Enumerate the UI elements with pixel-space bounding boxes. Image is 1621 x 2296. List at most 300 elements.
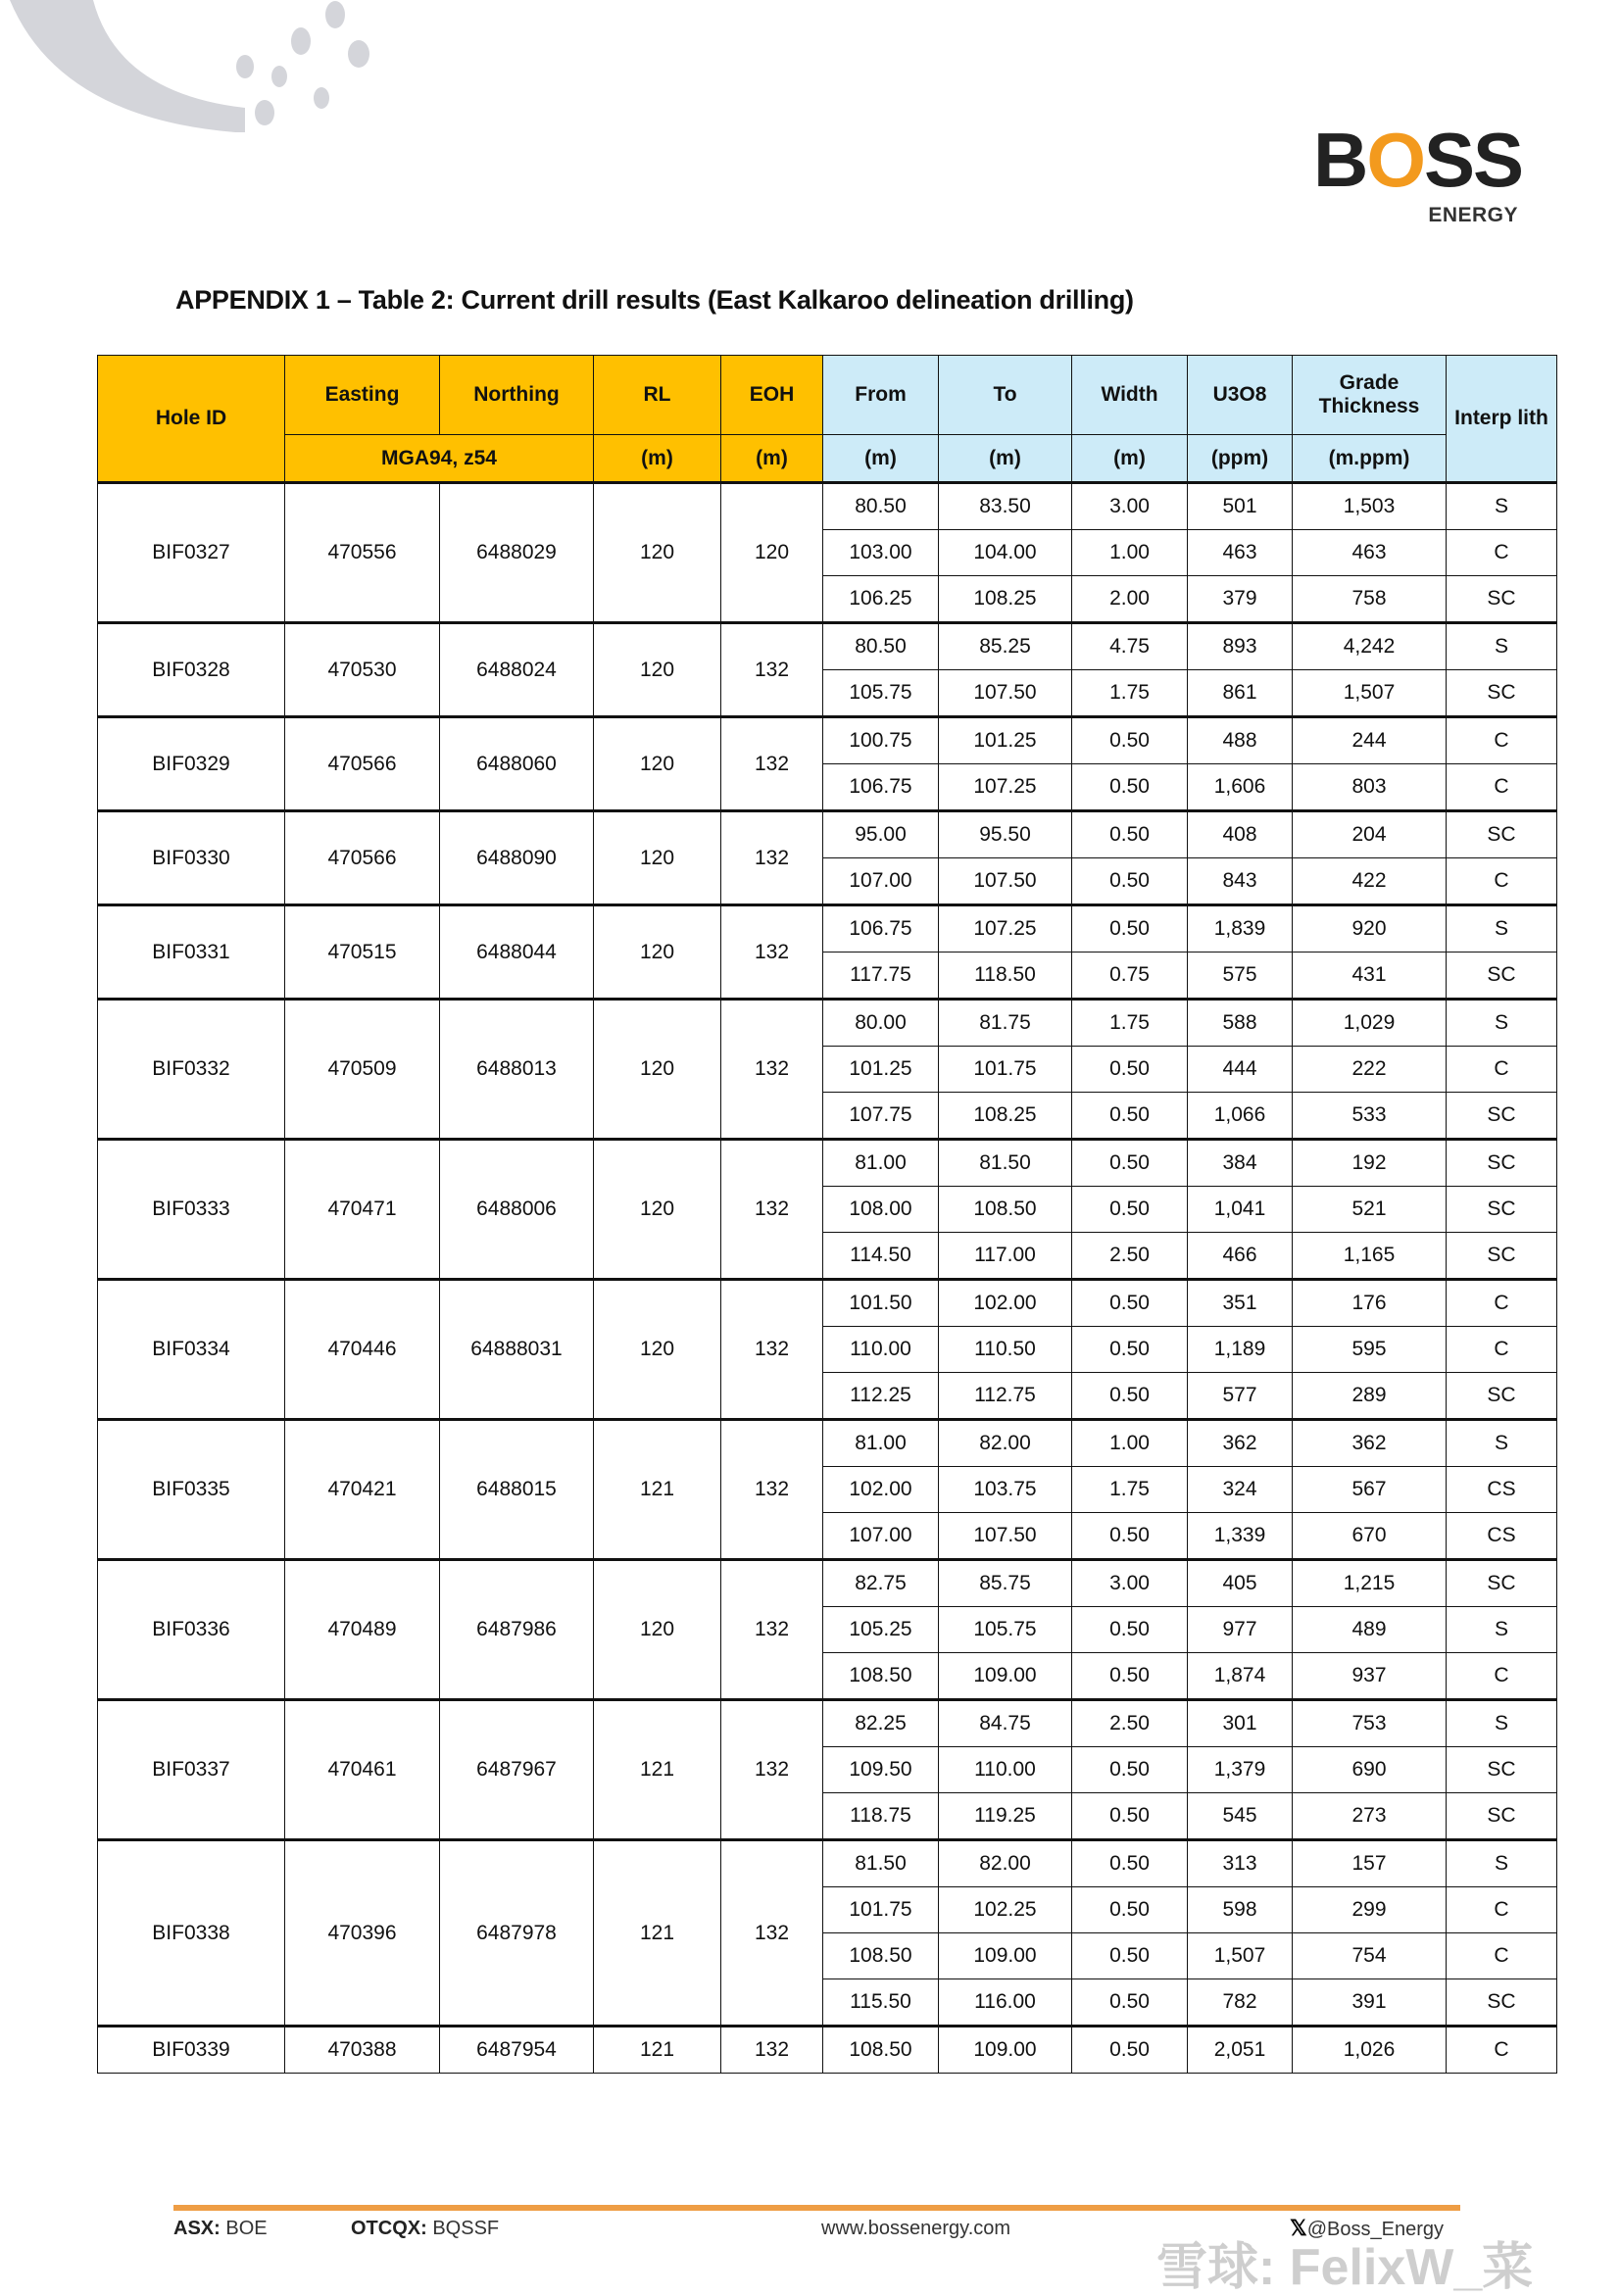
- cell-to: 102.00: [939, 1280, 1072, 1327]
- cell-to: 102.25: [939, 1887, 1072, 1933]
- cell-eoh: 132: [721, 811, 823, 905]
- cell-eoh: 132: [721, 2027, 823, 2074]
- cell-interp-lith: S: [1447, 1607, 1557, 1653]
- footer-website-link[interactable]: www.bossenergy.com: [821, 2218, 1011, 2239]
- cell-from: 101.50: [823, 1280, 939, 1327]
- cell-grade-thickness: 1,503: [1293, 483, 1447, 530]
- cell-easting: 470566: [285, 717, 440, 811]
- cell-from: 108.50: [823, 1933, 939, 1979]
- cell-interp-lith: SC: [1447, 1187, 1557, 1233]
- cell-rl: 120: [594, 1140, 721, 1280]
- cell-from: 81.50: [823, 1840, 939, 1887]
- cell-easting: 470556: [285, 483, 440, 623]
- table-row: [98, 811, 1557, 858]
- cell-interp-lith: SC: [1447, 1373, 1557, 1420]
- cell-grade-thickness: 754: [1293, 1933, 1447, 1979]
- cell-width: 0.50: [1072, 1887, 1188, 1933]
- x-handle: @Boss_Energy: [1306, 2219, 1444, 2240]
- cell-grade-thickness: 362: [1293, 1420, 1447, 1467]
- cell-grade-thickness: 463: [1293, 530, 1447, 576]
- cell-u3o8: 977: [1188, 1607, 1293, 1653]
- cell-northing: 6488060: [440, 717, 594, 811]
- cell-grade-thickness: 753: [1293, 1700, 1447, 1747]
- cell-from: 107.00: [823, 1513, 939, 1560]
- cell-u3o8: 861: [1188, 670, 1293, 717]
- boss-energy-logo: [1313, 117, 1524, 229]
- cell-interp-lith: C: [1447, 2027, 1557, 2074]
- header-width-unit: (m): [1072, 435, 1188, 483]
- header-from-unit: (m): [823, 435, 939, 483]
- cell-u3o8: 1,839: [1188, 905, 1293, 953]
- cell-interp-lith: SC: [1447, 1560, 1557, 1607]
- cell-interp-lith: C: [1447, 1887, 1557, 1933]
- cell-from: 101.75: [823, 1887, 939, 1933]
- cell-grade-thickness: 937: [1293, 1653, 1447, 1700]
- cell-from: 108.00: [823, 1187, 939, 1233]
- header-coord-unit: MGA94, z54: [285, 435, 594, 483]
- cell-eoh: 132: [721, 1840, 823, 2027]
- cell-northing: 64888031: [440, 1280, 594, 1420]
- cell-interp-lith: CS: [1447, 1467, 1557, 1513]
- cell-to: 101.75: [939, 1047, 1072, 1093]
- cell-northing: 6487986: [440, 1560, 594, 1700]
- cell-width: 0.50: [1072, 1653, 1188, 1700]
- cell-id: BIF0332: [98, 1000, 285, 1140]
- cell-rl: 120: [594, 905, 721, 1000]
- cell-rl: 120: [594, 1560, 721, 1700]
- cell-interp-lith: SC: [1447, 1979, 1557, 2027]
- cell-u3o8: 588: [1188, 1000, 1293, 1047]
- cell-width: 0.50: [1072, 2027, 1188, 2074]
- cell-interp-lith: SC: [1447, 1140, 1557, 1187]
- cell-to: 109.00: [939, 1933, 1072, 1979]
- cell-u3o8: 379: [1188, 576, 1293, 623]
- cell-from: 101.25: [823, 1047, 939, 1093]
- cell-to: 103.75: [939, 1467, 1072, 1513]
- cell-width: 0.50: [1072, 1280, 1188, 1327]
- header-to-unit: (m): [939, 435, 1072, 483]
- cell-u3o8: 351: [1188, 1280, 1293, 1327]
- cell-width: 0.50: [1072, 1373, 1188, 1420]
- cell-u3o8: 1,874: [1188, 1653, 1293, 1700]
- cell-to: 108.25: [939, 1093, 1072, 1140]
- cell-grade-thickness: 670: [1293, 1513, 1447, 1560]
- cell-easting: 470396: [285, 1840, 440, 2027]
- cell-u3o8: 405: [1188, 1560, 1293, 1607]
- asx-value: BOE: [225, 2218, 268, 2239]
- cell-u3o8: 463: [1188, 530, 1293, 576]
- cell-rl: 121: [594, 1700, 721, 1840]
- cell-u3o8: 1,507: [1188, 1933, 1293, 1979]
- cell-grade-thickness: 1,507: [1293, 670, 1447, 717]
- cell-width: 0.50: [1072, 905, 1188, 953]
- cell-to: 110.50: [939, 1327, 1072, 1373]
- cell-width: 0.50: [1072, 1979, 1188, 2027]
- cell-from: 115.50: [823, 1979, 939, 2027]
- cell-interp-lith: SC: [1447, 576, 1557, 623]
- cell-from: 80.50: [823, 483, 939, 530]
- cell-interp-lith: C: [1447, 530, 1557, 576]
- cell-northing: 6487954: [440, 2027, 594, 2074]
- cell-grade-thickness: 157: [1293, 1840, 1447, 1887]
- cell-to: 85.25: [939, 623, 1072, 670]
- header-interp-lith: Interp lith: [1447, 356, 1557, 483]
- cell-from: 108.50: [823, 2027, 939, 2074]
- cell-northing: 6488015: [440, 1420, 594, 1560]
- cell-interp-lith: S: [1447, 1700, 1557, 1747]
- cell-width: 0.50: [1072, 811, 1188, 858]
- table-row: [98, 483, 1557, 530]
- table-row: [98, 717, 1557, 764]
- cell-grade-thickness: 567: [1293, 1467, 1447, 1513]
- cell-width: 2.50: [1072, 1233, 1188, 1280]
- cell-eoh: 132: [721, 623, 823, 717]
- watermark: 雪球: FelixW_菜: [1156, 2239, 1534, 2296]
- cell-from: 106.75: [823, 905, 939, 953]
- footer-divider: [173, 2205, 1460, 2211]
- cell-grade-thickness: 521: [1293, 1187, 1447, 1233]
- cell-interp-lith: SC: [1447, 1233, 1557, 1280]
- drill-results-table: [97, 355, 1557, 2074]
- cell-from: 112.25: [823, 1373, 939, 1420]
- cell-width: 0.50: [1072, 858, 1188, 905]
- cell-id: BIF0328: [98, 623, 285, 717]
- cell-width: 1.00: [1072, 530, 1188, 576]
- cell-grade-thickness: 690: [1293, 1747, 1447, 1793]
- cell-grade-thickness: 1,026: [1293, 2027, 1447, 2074]
- cell-northing: 6488013: [440, 1000, 594, 1140]
- cell-width: 0.50: [1072, 1140, 1188, 1187]
- cell-rl: 120: [594, 717, 721, 811]
- cell-from: 100.75: [823, 717, 939, 764]
- cell-width: 0.50: [1072, 1840, 1188, 1887]
- cell-id: BIF0334: [98, 1280, 285, 1420]
- cell-from: 106.75: [823, 764, 939, 811]
- cell-easting: 470461: [285, 1700, 440, 1840]
- cell-from: 95.00: [823, 811, 939, 858]
- cell-grade-thickness: 595: [1293, 1327, 1447, 1373]
- header-eoh-unit: (m): [721, 435, 823, 483]
- table-row: [98, 1280, 1557, 1327]
- cell-id: BIF0336: [98, 1560, 285, 1700]
- cell-from: 105.75: [823, 670, 939, 717]
- cell-grade-thickness: 422: [1293, 858, 1447, 905]
- cell-from: 80.00: [823, 1000, 939, 1047]
- cell-width: 1.75: [1072, 670, 1188, 717]
- header-to: To: [939, 356, 1072, 435]
- cell-to: 105.75: [939, 1607, 1072, 1653]
- cell-from: 105.25: [823, 1607, 939, 1653]
- header-gt-unit: (m.ppm): [1293, 435, 1447, 483]
- cell-eoh: 132: [721, 905, 823, 1000]
- cell-northing: 6488044: [440, 905, 594, 1000]
- cell-rl: 120: [594, 623, 721, 717]
- cell-id: BIF0335: [98, 1420, 285, 1560]
- cell-u3o8: 782: [1188, 1979, 1293, 2027]
- cell-eoh: 132: [721, 717, 823, 811]
- cell-from: 109.50: [823, 1747, 939, 1793]
- cell-to: 84.75: [939, 1700, 1072, 1747]
- cell-width: 1.00: [1072, 1420, 1188, 1467]
- cell-rl: 121: [594, 2027, 721, 2074]
- cell-from: 108.50: [823, 1653, 939, 1700]
- cell-interp-lith: S: [1447, 1000, 1557, 1047]
- cell-to: 104.00: [939, 530, 1072, 576]
- header-northing: Northing: [440, 356, 594, 435]
- cell-width: 1.75: [1072, 1467, 1188, 1513]
- cell-width: 2.00: [1072, 576, 1188, 623]
- logo-wordmark: BOSS: [1313, 117, 1523, 203]
- table-row: [98, 1000, 1557, 1047]
- cell-interp-lith: S: [1447, 483, 1557, 530]
- cell-id: BIF0330: [98, 811, 285, 905]
- cell-u3o8: 313: [1188, 1840, 1293, 1887]
- cell-interp-lith: C: [1447, 1327, 1557, 1373]
- cell-eoh: 132: [721, 1000, 823, 1140]
- header-easting: Easting: [285, 356, 440, 435]
- cell-grade-thickness: 758: [1293, 576, 1447, 623]
- cell-to: 83.50: [939, 483, 1072, 530]
- footer-asx: [173, 2217, 268, 2240]
- cell-from: 81.00: [823, 1140, 939, 1187]
- cell-from: 106.25: [823, 576, 939, 623]
- cell-u3o8: 362: [1188, 1420, 1293, 1467]
- cell-eoh: 132: [721, 1560, 823, 1700]
- header-u3o8-unit: (ppm): [1188, 435, 1293, 483]
- cell-interp-lith: SC: [1447, 1747, 1557, 1793]
- cell-to: 101.25: [939, 717, 1072, 764]
- cell-id: BIF0337: [98, 1700, 285, 1840]
- cell-to: 107.50: [939, 670, 1072, 717]
- footer-otcqx: [351, 2217, 499, 2240]
- cell-to: 95.50: [939, 811, 1072, 858]
- cell-id: BIF0339: [98, 2027, 285, 2074]
- cell-width: 0.50: [1072, 1093, 1188, 1140]
- cell-to: 108.50: [939, 1187, 1072, 1233]
- cell-width: 3.00: [1072, 483, 1188, 530]
- cell-from: 82.75: [823, 1560, 939, 1607]
- footer-social[interactable]: [1290, 2217, 1444, 2241]
- cell-easting: 470446: [285, 1280, 440, 1420]
- table-row: [98, 1420, 1557, 1467]
- cell-to: 81.50: [939, 1140, 1072, 1187]
- cell-grade-thickness: 1,165: [1293, 1233, 1447, 1280]
- cell-u3o8: 444: [1188, 1047, 1293, 1093]
- table-title: APPENDIX 1 – Table 2: Current drill results (East Kalkaroo delineation drilling): [175, 285, 1134, 315]
- cell-from: 107.75: [823, 1093, 939, 1140]
- cell-grade-thickness: 192: [1293, 1140, 1447, 1187]
- cell-grade-thickness: 431: [1293, 953, 1447, 1000]
- cell-u3o8: 577: [1188, 1373, 1293, 1420]
- cell-grade-thickness: 204: [1293, 811, 1447, 858]
- header-hole-id: Hole ID: [98, 356, 285, 483]
- cell-interp-lith: SC: [1447, 811, 1557, 858]
- cell-width: 0.50: [1072, 1327, 1188, 1373]
- cell-from: 110.00: [823, 1327, 939, 1373]
- cell-easting: 470421: [285, 1420, 440, 1560]
- cell-to: 116.00: [939, 1979, 1072, 2027]
- cell-width: 0.50: [1072, 1747, 1188, 1793]
- cell-interp-lith: S: [1447, 1840, 1557, 1887]
- header-grade-thickness: Grade Thickness: [1293, 356, 1447, 435]
- cell-u3o8: 408: [1188, 811, 1293, 858]
- cell-id: BIF0329: [98, 717, 285, 811]
- cell-grade-thickness: 299: [1293, 1887, 1447, 1933]
- cell-u3o8: 545: [1188, 1793, 1293, 1840]
- cell-from: 82.25: [823, 1700, 939, 1747]
- cell-from: 80.50: [823, 623, 939, 670]
- header-u3o8: U3O8: [1188, 356, 1293, 435]
- cell-easting: 470388: [285, 2027, 440, 2074]
- table-row: [98, 1840, 1557, 1887]
- cell-u3o8: 598: [1188, 1887, 1293, 1933]
- cell-width: 0.50: [1072, 1607, 1188, 1653]
- asx-label: ASX:: [173, 2218, 221, 2239]
- cell-id: BIF0327: [98, 483, 285, 623]
- cell-width: 3.00: [1072, 1560, 1188, 1607]
- cell-u3o8: 301: [1188, 1700, 1293, 1747]
- table-row: [98, 623, 1557, 670]
- cell-easting: 470515: [285, 905, 440, 1000]
- cell-width: 0.50: [1072, 1793, 1188, 1840]
- cell-from: 107.00: [823, 858, 939, 905]
- cell-to: 109.00: [939, 2027, 1072, 2074]
- cell-id: BIF0338: [98, 1840, 285, 2027]
- cell-eoh: 132: [721, 1420, 823, 1560]
- cell-rl: 121: [594, 1840, 721, 2027]
- cell-width: 0.50: [1072, 764, 1188, 811]
- cell-u3o8: 324: [1188, 1467, 1293, 1513]
- cell-to: 119.25: [939, 1793, 1072, 1840]
- x-logo-icon: 𝕏: [1290, 2216, 1307, 2240]
- cell-id: BIF0333: [98, 1140, 285, 1280]
- cell-rl: 120: [594, 811, 721, 905]
- otcqx-value: BQSSF: [432, 2218, 500, 2239]
- table-row: [98, 1140, 1557, 1187]
- cell-interp-lith: CS: [1447, 1513, 1557, 1560]
- cell-interp-lith: SC: [1447, 1093, 1557, 1140]
- cell-u3o8: 2,051: [1188, 2027, 1293, 2074]
- cell-grade-thickness: 533: [1293, 1093, 1447, 1140]
- cell-to: 107.50: [939, 1513, 1072, 1560]
- cell-from: 102.00: [823, 1467, 939, 1513]
- cell-u3o8: 1,339: [1188, 1513, 1293, 1560]
- cell-northing: 6488090: [440, 811, 594, 905]
- cell-rl: 121: [594, 1420, 721, 1560]
- cell-interp-lith: S: [1447, 623, 1557, 670]
- cell-grade-thickness: 289: [1293, 1373, 1447, 1420]
- cell-u3o8: 1,041: [1188, 1187, 1293, 1233]
- cell-northing: 6488029: [440, 483, 594, 623]
- cell-to: 81.75: [939, 1000, 1072, 1047]
- cell-interp-lith: SC: [1447, 1793, 1557, 1840]
- cell-easting: 470489: [285, 1560, 440, 1700]
- cell-grade-thickness: 803: [1293, 764, 1447, 811]
- cell-to: 108.25: [939, 576, 1072, 623]
- cell-to: 85.75: [939, 1560, 1072, 1607]
- cell-interp-lith: C: [1447, 1047, 1557, 1093]
- cell-width: 0.50: [1072, 1187, 1188, 1233]
- cell-u3o8: 843: [1188, 858, 1293, 905]
- cell-width: 2.50: [1072, 1700, 1188, 1747]
- cell-to: 82.00: [939, 1420, 1072, 1467]
- cell-to: 82.00: [939, 1840, 1072, 1887]
- header-eoh: EOH: [721, 356, 823, 435]
- cell-easting: 470566: [285, 811, 440, 905]
- cell-grade-thickness: 489: [1293, 1607, 1447, 1653]
- cell-from: 103.00: [823, 530, 939, 576]
- cell-northing: 6487967: [440, 1700, 594, 1840]
- cell-interp-lith: C: [1447, 1933, 1557, 1979]
- header-rl: RL: [594, 356, 721, 435]
- cell-u3o8: 1,379: [1188, 1747, 1293, 1793]
- cell-u3o8: 384: [1188, 1140, 1293, 1187]
- cell-width: 4.75: [1072, 623, 1188, 670]
- cell-id: BIF0331: [98, 905, 285, 1000]
- cell-grade-thickness: 920: [1293, 905, 1447, 953]
- decorative-arc-graphic: [0, 0, 451, 147]
- cell-interp-lith: C: [1447, 1653, 1557, 1700]
- cell-northing: 6488024: [440, 623, 594, 717]
- cell-u3o8: 466: [1188, 1233, 1293, 1280]
- cell-grade-thickness: 273: [1293, 1793, 1447, 1840]
- cell-from: 114.50: [823, 1233, 939, 1280]
- cell-interp-lith: C: [1447, 717, 1557, 764]
- cell-width: 0.50: [1072, 717, 1188, 764]
- table-row: [98, 905, 1557, 953]
- cell-interp-lith: SC: [1447, 953, 1557, 1000]
- cell-to: 118.50: [939, 953, 1072, 1000]
- cell-u3o8: 1,606: [1188, 764, 1293, 811]
- cell-u3o8: 893: [1188, 623, 1293, 670]
- header-width: Width: [1072, 356, 1188, 435]
- cell-northing: 6487978: [440, 1840, 594, 2027]
- cell-u3o8: 1,066: [1188, 1093, 1293, 1140]
- cell-grade-thickness: 222: [1293, 1047, 1447, 1093]
- cell-to: 107.25: [939, 764, 1072, 811]
- cell-interp-lith: C: [1447, 858, 1557, 905]
- cell-interp-lith: C: [1447, 1280, 1557, 1327]
- cell-interp-lith: SC: [1447, 670, 1557, 717]
- cell-from: 117.75: [823, 953, 939, 1000]
- cell-northing: 6488006: [440, 1140, 594, 1280]
- cell-easting: 470509: [285, 1000, 440, 1140]
- cell-grade-thickness: 1,215: [1293, 1560, 1447, 1607]
- cell-width: 0.50: [1072, 1047, 1188, 1093]
- cell-easting: 470471: [285, 1140, 440, 1280]
- cell-u3o8: 1,189: [1188, 1327, 1293, 1373]
- cell-from: 118.75: [823, 1793, 939, 1840]
- logo-subtitle: ENERGY: [1428, 204, 1518, 226]
- cell-to: 109.00: [939, 1653, 1072, 1700]
- cell-from: 81.00: [823, 1420, 939, 1467]
- cell-width: 1.75: [1072, 1000, 1188, 1047]
- cell-to: 110.00: [939, 1747, 1072, 1793]
- table-row: [98, 1560, 1557, 1607]
- cell-interp-lith: S: [1447, 905, 1557, 953]
- cell-grade-thickness: 4,242: [1293, 623, 1447, 670]
- cell-to: 112.75: [939, 1373, 1072, 1420]
- cell-eoh: 132: [721, 1280, 823, 1420]
- cell-width: 0.75: [1072, 953, 1188, 1000]
- header-from: From: [823, 356, 939, 435]
- cell-eoh: 132: [721, 1140, 823, 1280]
- cell-eoh: 120: [721, 483, 823, 623]
- cell-u3o8: 501: [1188, 483, 1293, 530]
- cell-interp-lith: S: [1447, 1420, 1557, 1467]
- cell-width: 0.50: [1072, 1513, 1188, 1560]
- cell-grade-thickness: 244: [1293, 717, 1447, 764]
